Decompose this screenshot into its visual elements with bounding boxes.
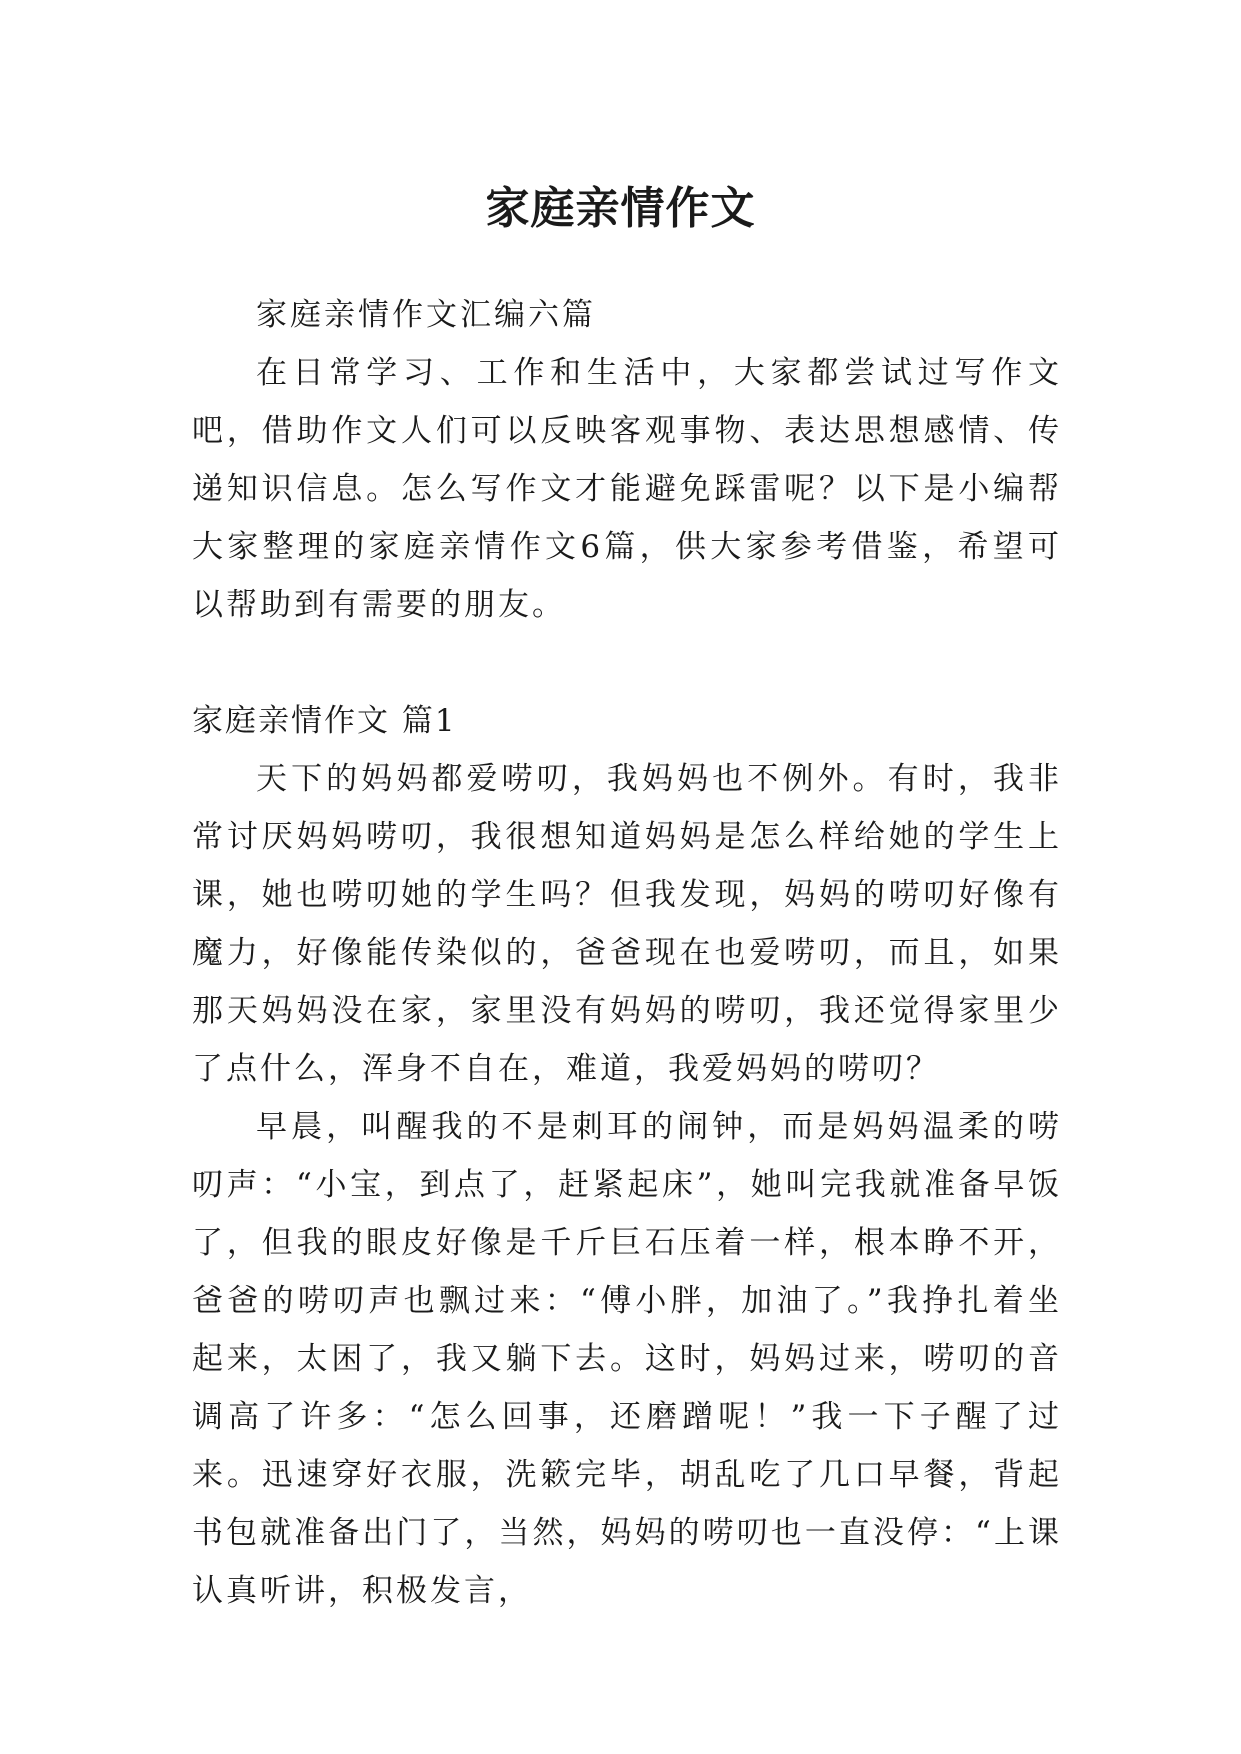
document-title: 家庭亲情作文 bbox=[485, 183, 756, 235]
section-paragraph: 早晨，叫醒我的不是刺耳的闹钟，而是妈妈温柔的唠叨声：“小宝，到点了，赶紧起床”，她叫完我就准备早饭了，但我的眼皮好像是千斤巨石压着一样，根本睁不开，爸爸的唠叨声也飘过来：“傅小胖，加油了。”我挣扎着坐起来，太困了，我又躺下去。这时，妈妈过来，唠叨的音调高了许多：“怎么回事，还磨蹭呢！”我一下子醒了过来。迅速穿好衣服，洗簌完毕，胡乱吃了几口早餐，背起书包就准备出门了，当然，妈妈的唠叨也一直没停：“上课认真听讲，积极发言， bbox=[192, 1109, 1062, 1609]
document-body bbox=[192, 286, 1062, 1620]
section-paragraph: 天下的妈妈都爱唠叨，我妈妈也不例外。有时，我非常讨厌妈妈唠叨，我很想知道妈妈是怎么样给她的学生上课，她也唠叨她的学生吗？但我发现，妈妈的唠叨好像有魔力，好像能传染似的，爸爸现在也爱唠叨，而且，如果那天妈妈没在家，家里没有妈妈的唠叨，我还觉得家里少了点什么，浑身不自在，难道，我爱妈妈的唠叨？ bbox=[192, 761, 1062, 1087]
section-heading: 家庭亲情作文 篇1 bbox=[192, 703, 457, 739]
document-subtitle: 家庭亲情作文汇编六篇 bbox=[256, 297, 596, 333]
intro-paragraph: 在日常学习、工作和生活中，大家都尝试过写作文吧，借助作文人们可以反映客观事物、表达思想感情、传递知识信息。怎么写作文才能避免踩雷呢？以下是小编帮大家整理的家庭亲情作文6篇，供大家参考借鉴，希望可以帮助到有需要的朋友。 bbox=[192, 355, 1062, 623]
